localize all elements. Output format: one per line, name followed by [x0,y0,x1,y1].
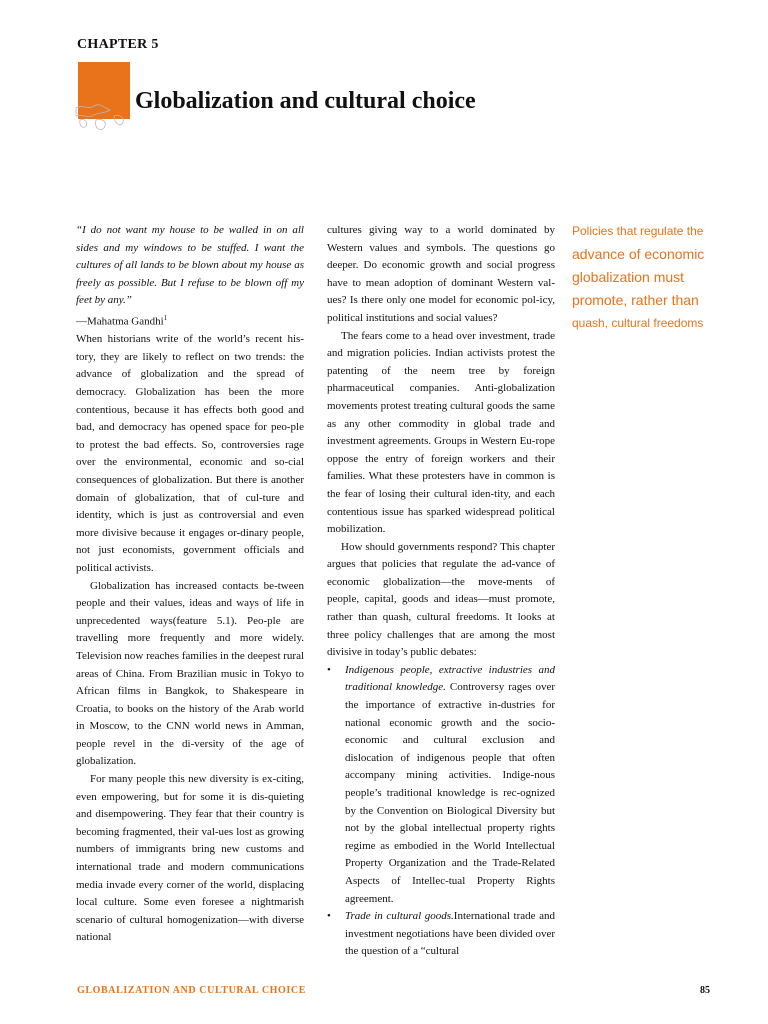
pull-quote-line: promote, rather than [572,292,699,308]
list-item [327,662,555,908]
bullet-marker: • [327,910,331,923]
paragraph: For many people this new diversity is ex-citing, even empowering, but for some it is dis-quieting and disempowering. They fear that their country is becoming fragmented, their val-ues lost as growing numbers of immigrants bring new customs and international trade and modern communications media invade every corner of the world, displacing local culture. Some even foresee a nightmarish scenario of cultural homogenization—with diverse national [76,773,304,944]
bullet-marker: • [327,663,331,676]
paragraph: How should governments respond? This chapter argues that policies that regulate the ad-vance of economic globalization—the move-ments of people, capital, goods and ideas—must promote, rather than quash, cultural freedoms. It looks at three policy challenges that are among the most divisive in today’s public debates: [327,540,555,659]
paragraph: When historians write of the world’s recent his-tory, they are likely to reflect on two trends: the advance of globalization and the spread of democracy. Globalization has been the more contentious, because it has effects both good and bad, and democracy has opened space for peo-ple to protest the bad effects. So, controversies rage over the environmental, economic and so-cial consequences of globalization. But there is another domain of globalization, that of cul-ture and identity, which is just as controversial and even more divisive because it engages or-dinary people, not just economists, government officials and political activists. [76,333,304,574]
list-item-text: International trade and investment negotiations have been divided over the question of a “cultural [345,910,555,958]
pull-quote [572,224,712,339]
epigraph-attribution [76,310,304,331]
attribution-name: —Mahatma Gandhi [76,315,164,328]
list-item-lead: Trade in cultural goods. [345,910,454,923]
page-number: 85 [700,985,710,996]
chapter-title: Globalization and cultural choice [135,88,476,114]
body-column-2 [327,222,555,961]
paragraph: The fears come to a head over investment, trade and migration policies. Indian activists protest the patenting of the neem tree by foreign pharmaceutical companies. Anti-globalization movements protest treating cultural goods the same as any other commodity in global trade and investment agreements. Groups in Western Eu-rope oppose the entry of foreign workers and their families. What these protesters have in common is the fear of losing their cultural iden-tity, and each contentious issue has sparked widespread political mobilization. [327,329,555,536]
footnote-marker: 1 [163,313,168,322]
list-item-lead: Indigenous people, extractive industries and traditional knowledge. [345,663,555,694]
world-map-fragment-icon [74,96,144,136]
running-title: GLOBALIZATION AND CULTURAL CHOICE [77,985,307,996]
list-item [327,908,555,961]
chapter-label: CHAPTER 5 [77,37,159,52]
pull-quote-line: globalization must [572,269,685,285]
list-item-text: Controversy rages over the importance of extractive in-dustries for national economic growth and the socio-economic and cultural exclusion and dislocation of indigenous people that often accompany mining activities. Indige-nous people’s traditional knowledge is rec-ognized by the Convention on Biological Diversity but not by the global intellectual property rights regime as embodied in the World Intellectual Property Organization and the Trade-Related Aspects of Intellec-tual Property Rights agreement. [345,681,555,905]
paragraph: Globalization has increased contacts be-tween people and their values, ideas and ways of life in unprecedented ways(feature 5.1). Peo-ple are travelling more frequently and more widely. Television now reaches families in the deepest rural areas of China. From Brazilian music in Tokyo to African films in Bangkok, to Shakespeare in Croatia, to books on the history of the Arab world in Moscow, to the CNN world news in Amman, people revel in the di-versity of the age of globalization. [76,579,305,768]
pull-quote-line: quash, cultural freedoms [572,316,704,330]
paragraph: cultures giving way to a world dominated by Western values and symbols. The questions go deeper. Do economic growth and social progress have to mean adoption of dominant Western val-ues? Is there only one model for economic pol-icy, political institutions and social values? [327,224,555,324]
epigraph-quote: “I do not want my house to be walled in on all sides and my windows to be stuffed. I want the cultures of all lands to be blown about my house as freely as possible. But I refuse to be blown off my feet by any.” [76,224,304,307]
policy-challenges-list [327,662,555,961]
pull-quote-line: advance of economic [572,246,705,262]
body-column-1 [76,222,304,947]
pull-quote-line: Policies that regulate the [572,224,704,238]
